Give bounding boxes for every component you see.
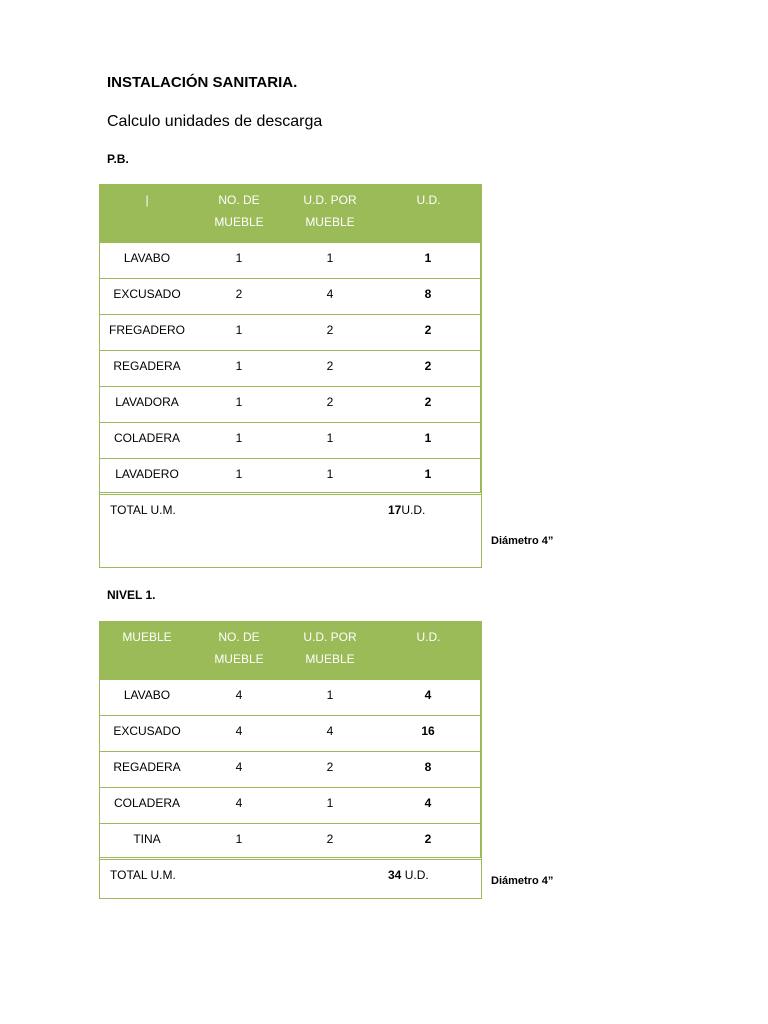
nivel1-header-col-ud-por-mueble: U.D. POR MUEBLE — [303, 630, 357, 666]
ud-total: 2 — [376, 387, 481, 422]
fixture-name: COLADERA — [113, 431, 181, 445]
fixture-name: LAVADORA — [115, 395, 179, 409]
ud-total: 8 — [376, 279, 481, 314]
ud-per-fixture: 1 — [326, 688, 334, 702]
pb-table — [99, 184, 482, 568]
ud-total: 2 — [376, 351, 481, 386]
fixture-name: LAVADERO — [115, 467, 179, 481]
table-row — [100, 279, 481, 315]
table-row — [100, 315, 481, 351]
fixture-count: 1 — [235, 431, 243, 445]
ud-total: 8 — [376, 752, 481, 787]
document-title: INSTALACIÓN SANITARIA. — [107, 74, 298, 91]
fixture-count: 4 — [235, 724, 243, 738]
nivel1-diameter-note: Diámetro 4” — [491, 875, 554, 887]
fixture-name: EXCUSADO — [113, 287, 181, 301]
ud-per-fixture: 2 — [326, 395, 334, 409]
ud-total: 1 — [376, 423, 481, 458]
table-row — [100, 459, 481, 495]
ud-per-fixture: 2 — [326, 832, 334, 846]
table-row — [100, 788, 481, 824]
fixture-count: 4 — [235, 796, 243, 810]
pb-header-col-mueble: | — [145, 193, 149, 207]
pb-total-label: TOTAL U.M. — [110, 503, 176, 517]
table-row — [100, 351, 481, 387]
nivel1-total-label: TOTAL U.M. — [110, 868, 176, 882]
pb-diameter-note: Diámetro 4” — [491, 535, 554, 547]
ud-total: 1 — [376, 243, 481, 278]
fixture-name: EXCUSADO — [113, 724, 181, 738]
nivel1-total-row — [100, 860, 481, 882]
pb-table-header — [100, 185, 481, 243]
fixture-count: 4 — [235, 688, 243, 702]
table-row — [100, 752, 481, 788]
ud-total: 4 — [376, 788, 481, 823]
fixture-name: LAVABO — [123, 251, 171, 265]
ud-per-fixture: 1 — [326, 467, 334, 481]
ud-total: 2 — [376, 824, 481, 857]
pb-header-col-ud: U.D. — [416, 193, 441, 207]
pb-header-col-ud-por-mueble: U.D. POR MUEBLE — [303, 193, 357, 229]
fixture-count: 1 — [235, 251, 243, 265]
table-row — [100, 716, 481, 752]
pb-header-col-no-de-mueble: NO. DE MUEBLE — [214, 193, 264, 229]
nivel1-header-col-ud: U.D. — [416, 630, 441, 644]
fixture-name: REGADERA — [113, 760, 181, 774]
fixture-count: 1 — [235, 395, 243, 409]
nivel1-total-value: 34 U.D. — [388, 868, 429, 882]
fixture-count: 1 — [235, 323, 243, 337]
fixture-count: 1 — [235, 467, 243, 481]
ud-per-fixture: 1 — [326, 251, 334, 265]
pb-total-value: 17U.D. — [388, 503, 426, 517]
fixture-count: 1 — [235, 832, 243, 846]
ud-per-fixture: 4 — [326, 724, 334, 738]
ud-per-fixture: 1 — [326, 796, 334, 810]
nivel1-header-col-mueble: MUEBLE — [122, 630, 172, 644]
ud-per-fixture: 2 — [326, 760, 334, 774]
table-row — [100, 243, 481, 279]
pb-total-row — [100, 495, 481, 517]
document-subtitle: Calculo unidades de descarga — [107, 113, 323, 130]
pb-section-heading: P.B. — [107, 152, 129, 166]
ud-per-fixture: 4 — [326, 287, 334, 301]
fixture-count: 1 — [235, 359, 243, 373]
nivel1-section-heading: NIVEL 1. — [107, 588, 156, 602]
ud-per-fixture: 2 — [326, 359, 334, 373]
table-row — [100, 824, 481, 860]
table-row — [100, 387, 481, 423]
ud-total: 2 — [376, 315, 481, 350]
ud-per-fixture: 1 — [326, 431, 334, 445]
nivel1-table — [99, 621, 482, 899]
fixture-name: REGADERA — [113, 359, 181, 373]
nivel1-header-col-no-de-mueble: NO. DE MUEBLE — [214, 630, 264, 666]
fixture-name: LAVABO — [123, 688, 171, 702]
table-row — [100, 423, 481, 459]
nivel1-table-header — [100, 622, 481, 680]
fixture-name: TINA — [133, 832, 161, 846]
ud-total: 16 — [376, 716, 481, 751]
table-row — [100, 680, 481, 716]
ud-total: 4 — [376, 680, 481, 715]
ud-per-fixture: 2 — [326, 323, 334, 337]
fixture-count: 4 — [235, 760, 243, 774]
fixture-name: FREGADERO — [108, 323, 185, 337]
ud-total: 1 — [376, 459, 481, 492]
fixture-count: 2 — [235, 287, 243, 301]
fixture-name: COLADERA — [113, 796, 181, 810]
